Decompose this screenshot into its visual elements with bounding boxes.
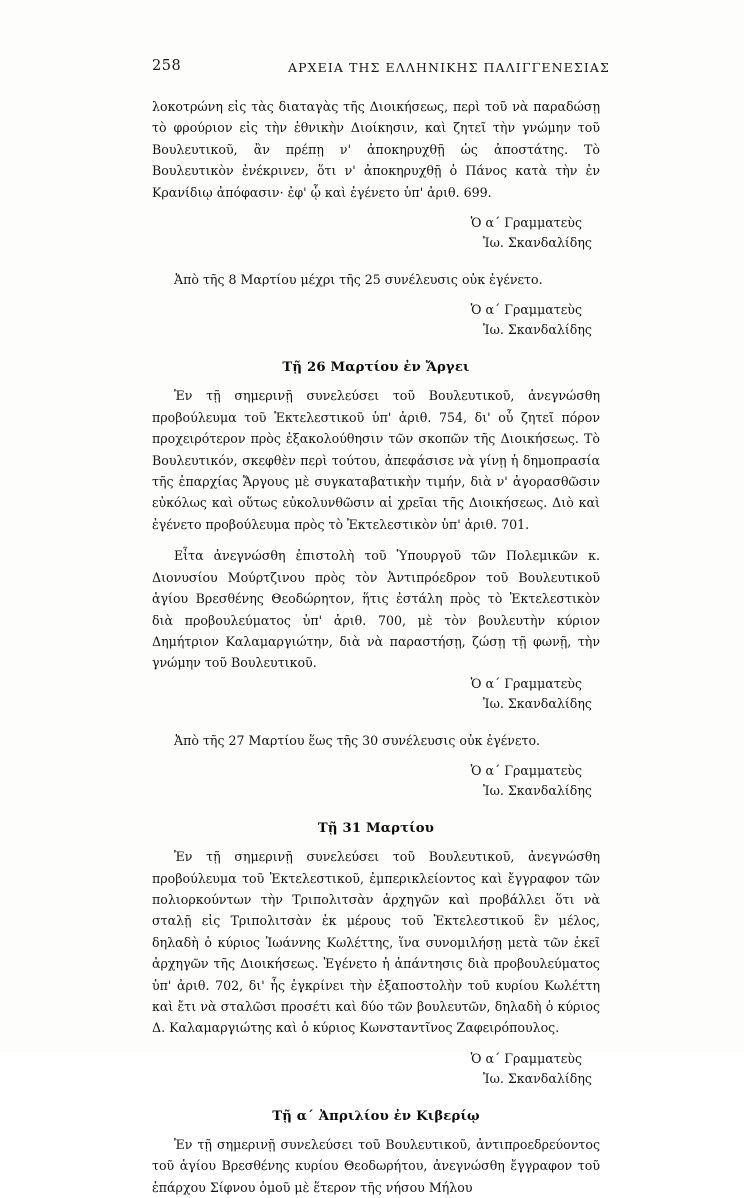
signature-name-1: Ἰω. Σκανδαλίδης bbox=[483, 235, 592, 251]
note-1: Ἀπὸ τῆς 8 Μαρτίου μέχρι τῆς 25 συνέλευσις οὐκ ἐγένετο. bbox=[174, 272, 543, 288]
spacer bbox=[152, 714, 600, 730]
spacer bbox=[152, 340, 600, 360]
section-heading-1: Τῇ 26 Μαρτίου ἐν Ἄργει bbox=[282, 360, 470, 376]
spacer bbox=[152, 1124, 600, 1134]
spacer bbox=[152, 290, 600, 300]
paragraph-1: λοκοτρώνη εἰς τὰς διαταγὰς τῆς Διοικήσεως, περὶ τοῦ νὰ παραδώσῃ τὸ φρούριον εἰς τὴν ἐθνικὴν Διοίκησιν, καὶ ζητεῖ τὴν γνώμην τοῦ Βουλευτικοῦ, ἂν πρέπῃ ν' ἀποκηρυχθῇ ὡς ἀποστάτης. Τὸ Βουλευτικὸν ἐνέκρινεν, ὅτι ν' ἀποκηρυχθῇ ὁ Πάνος κατὰ τὴν ἐν Κρανίδιῳ ἀπόφασιν· ἐφ' ᾧ καὶ ἐγένετο ὑπ' ἀριθ. 699. bbox=[152, 99, 600, 200]
page-header bbox=[0, 58, 744, 80]
signature-title-3: Ὁ α΄ Γραμματεὺς bbox=[470, 675, 582, 691]
note-2: Ἀπὸ τῆς 27 Μαρτίου ἕως τῆς 30 συνέλευσις οὐκ ἐγένετο. bbox=[174, 732, 541, 748]
signature-title-4: Ὁ α΄ Γραμματεὺς bbox=[470, 763, 582, 779]
signature-name-2: Ἰω. Σκανδαλίδης bbox=[483, 322, 592, 338]
signature-name-4: Ἰω. Σκανδαλίδης bbox=[483, 783, 592, 799]
page-body bbox=[152, 96, 600, 1198]
signature-title-2: Ὁ α΄ Γραμματεὺς bbox=[470, 302, 582, 318]
spacer bbox=[152, 751, 600, 761]
spacer bbox=[152, 1089, 600, 1109]
spacer bbox=[152, 203, 600, 213]
signature-name-3: Ἰω. Σκανδαλίδης bbox=[483, 695, 592, 711]
running-head-title: ΑΡΧΕΙΑ ΤΗΣ ΕΛΛΗΝΙΚΗΣ ΠΑΛΙΓΓΕΝΕΣΙΑΣ bbox=[288, 60, 610, 75]
paragraph-3: Εἶτα ἀνεγνώσθη ἐπιστολὴ τοῦ Ὑπουργοῦ τῶν Πολεμικῶν κ. Διονυσίου Μούρτζινου πρὸς τὸν Ἀντιπρόεδρον τοῦ Βουλευτικοῦ ἁγίου Βρεσθένης Θεοδώρητον, ἥτις ἐστάλη πρὸς τὸ Ἐκτελεστικὸν διὰ προβουλεύματος ὑπ' ἀριθ. 700, μὲ τὸν βουλευτὴν κύριον Δημήτριον Καλαμαργιώτην, διὰ νὰ παραστήσῃ, ζώσῃ τῇ φωνῇ, τὴν γνώμην τοῦ Βουλευτικοῦ. bbox=[152, 548, 600, 671]
paragraph-2: Ἐν τῇ σημερινῇ συνελεύσει τοῦ Βουλευτικοῦ, ἀνεγνώσθη προβούλευμα τοῦ Ἐκτελεστικοῦ ὑπ' ἀριθ. 754, δι' οὗ ζητεῖ πόρον προχειρότερον πρὸς ἐξακολούθησιν τῶν σκοπῶν τῆς Διοικήσεως. Τὸ Βουλευτικόν, σκεφθὲν περὶ τούτου, ἀπεφάσισε νὰ γίνῃ ἡ δημοπρασία τῆς ἐπαρχίας Ἄργους μὲ συγκαταβατικὴν τιμήν, διὰ ν' ἀγορασθῶσιν εὐκόλως καὶ οὕτως εὐκολυνθῶσιν αἱ χρεῖαι τῆς Διοικήσεως. Διὸ καὶ ἐγένετο προβούλευμα πρὸς τὸ Ἐκτελεστικὸν ὑπ' ἀριθ. 701. bbox=[152, 388, 600, 532]
page-number: 258 bbox=[152, 58, 182, 74]
spacer bbox=[152, 375, 600, 385]
signature-title-1: Ὁ α΄ Γραμματεὺς bbox=[470, 215, 582, 231]
spacer bbox=[152, 836, 600, 846]
spacer bbox=[152, 535, 600, 545]
section-heading-2: Τῇ 31 Μαρτίου bbox=[317, 821, 435, 837]
spacer bbox=[152, 253, 600, 269]
section-heading-3: Τῇ α΄ Ἀπριλίου ἐν Κιβερίῳ bbox=[272, 1108, 480, 1124]
signature-name-5: Ἰω. Σκανδαλίδης bbox=[483, 1070, 592, 1086]
signature-title-5: Ὁ α΄ Γραμματεὺς bbox=[470, 1050, 582, 1066]
paragraph-4: Ἐν τῇ σημερινῇ συνελεύσει τοῦ Βουλευτικοῦ, ἀνεγνώσθη προβούλευμα τοῦ Ἐκτελεστικοῦ, ἐμπερικλείοντος καὶ ἔγγραφον τῶν πολιορκούντων τὴν Τριπολιτσὰν ἀρχηγῶν καὶ προβάλλει ὅτι νὰ σταλῇ εἰς Τριπολιτσὰν ἐκ μέρους τοῦ Ἐκτελεστικοῦ ἓν μέλος, δηλαδὴ ὁ κύριος Ἰωάννης Κωλέττης, ἵνα συνομιλήσῃ μετὰ τῶν ἐκεῖ ἀρχηγῶν τῆς Διοικήσεως. Ἐγένετο ἡ ἀπάντησις διὰ προβουλεύματος ὑπ' ἀριθ. 702, δι' ἧς ἐγκρίνει τὴν ἐξαποστολὴν τοῦ κυρίου Κωλέττη καὶ ἔτι νὰ σταλῶσι προσέτι καὶ δύο τῶν βουλευτῶν, δηλαδὴ ὁ κύριος Δ. Καλαμαργιώτης καὶ ὁ κύριος Κωνσταντῖνος Ζαφειρόπουλος. bbox=[152, 849, 600, 1036]
paragraph-5: Ἐν τῇ σημερινῇ συνελεύσει τοῦ Βουλευτικοῦ, ἀντιπροεδρεύοντος τοῦ ἁγίου Βρεσθένης κυρίου Θεοδωρήτου, ἀνεγνώσθη ἔγγραφον τοῦ ἐπάρχου Σίφνου ὁμοῦ μὲ ἕτερον τῆς νήσου Μήλου bbox=[152, 1136, 600, 1195]
spacer bbox=[152, 1039, 600, 1049]
spacer bbox=[152, 801, 600, 821]
